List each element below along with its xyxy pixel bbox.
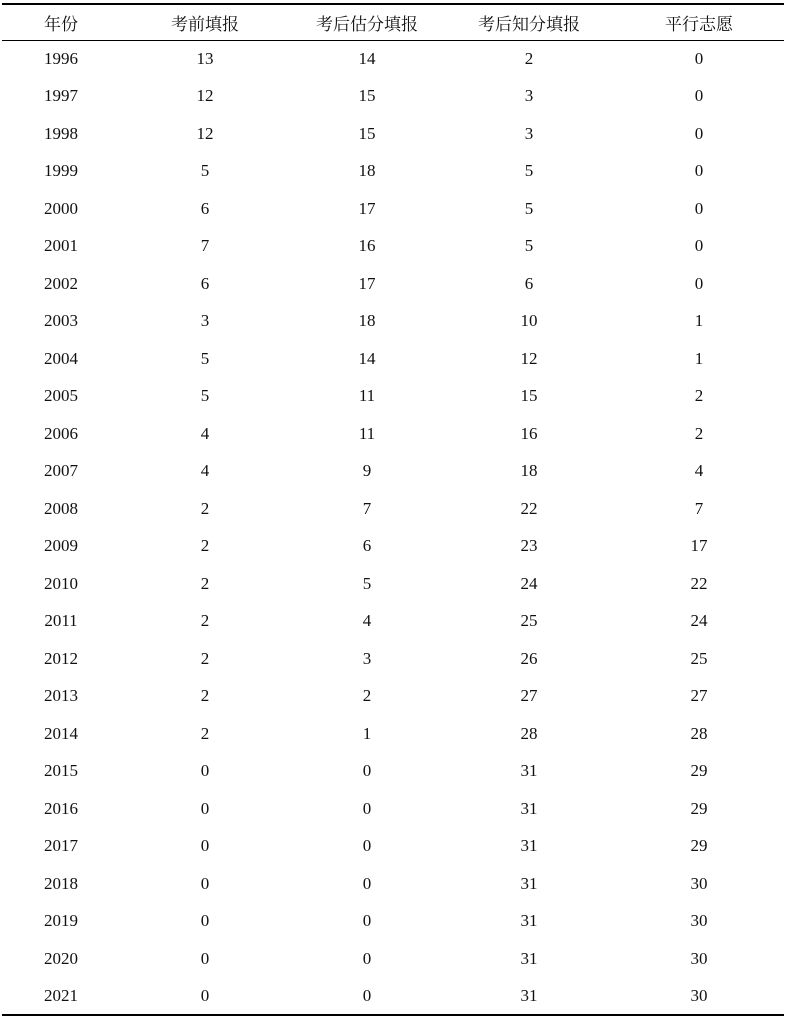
table-row: [2, 865, 784, 903]
cell-parallel-choice: 29: [690, 761, 708, 781]
cell-parallel-choice: 0: [694, 123, 704, 143]
cell-parallel-choice: 0: [694, 236, 704, 256]
cell-pre-exam-filing: 3: [200, 311, 210, 331]
cell-year: 2003: [44, 311, 78, 331]
cell-parallel-choice: 17: [690, 536, 708, 556]
cell-year: 2014: [44, 723, 78, 743]
table-row: [2, 340, 784, 378]
cell-post-exam-known-score-filing: 23: [520, 536, 538, 556]
cell-parallel-choice: 29: [690, 836, 708, 856]
cell-parallel-choice: 24: [690, 611, 708, 631]
table-row: [2, 415, 784, 453]
table-header: [2, 4, 784, 40]
cell-post-exam-estimated-score-filing: 14: [358, 49, 376, 68]
cell-post-exam-known-score-filing: 5: [524, 236, 534, 256]
cell-pre-exam-filing: 12: [196, 86, 214, 106]
cell-post-exam-estimated-score-filing: 0: [362, 836, 372, 856]
cell-post-exam-estimated-score-filing: 17: [358, 198, 376, 218]
cell-pre-exam-filing: 5: [200, 161, 210, 181]
cell-post-exam-known-score-filing: 22: [520, 498, 538, 518]
cell-parallel-choice: 0: [694, 49, 704, 68]
cell-parallel-choice: 2: [694, 386, 704, 406]
cell-post-exam-estimated-score-filing: 15: [358, 86, 376, 106]
cell-post-exam-estimated-score-filing: 16: [358, 236, 376, 256]
cell-post-exam-known-score-filing: 25: [520, 611, 538, 631]
cell-parallel-choice: 30: [614, 978, 784, 1016]
cell-pre-exam-filing: 0: [200, 873, 210, 893]
cell-parallel-choice: 25: [690, 648, 708, 668]
cell-year: 2000: [44, 198, 78, 218]
cell-year: 1998: [44, 123, 78, 143]
table-row: [2, 265, 784, 303]
cell-pre-exam-filing: 2: [200, 648, 210, 668]
cell-post-exam-known-score-filing: 24: [520, 573, 538, 593]
header-post-exam-estimated-score-filing: 考后估分填报: [290, 4, 444, 40]
table-row: [2, 715, 784, 753]
cell-post-exam-known-score-filing: 27: [520, 686, 538, 706]
cell-parallel-choice: 1: [694, 348, 704, 368]
cell-pre-exam-filing: 5: [200, 348, 210, 368]
cell-post-exam-estimated-score-filing: 0: [362, 911, 372, 931]
cell-pre-exam-filing: 6: [200, 198, 210, 218]
cell-pre-exam-filing: 4: [200, 461, 210, 481]
cell-pre-exam-filing: 0: [200, 761, 210, 781]
cell-post-exam-estimated-score-filing: 1: [362, 723, 372, 743]
cell-pre-exam-filing: 0: [200, 948, 210, 968]
cell-post-exam-known-score-filing: 31: [520, 911, 538, 931]
cell-pre-exam-filing: 2: [200, 611, 210, 631]
table-row: [2, 40, 784, 78]
header-parallel-choice: 平行志愿: [614, 4, 784, 40]
cell-post-exam-known-score-filing: 10: [520, 311, 538, 331]
cell-post-exam-known-score-filing: 31: [520, 761, 538, 781]
cell-post-exam-known-score-filing: 18: [520, 461, 538, 481]
cell-pre-exam-filing: 0: [200, 836, 210, 856]
cell-post-exam-estimated-score-filing: 15: [358, 123, 376, 143]
cell-pre-exam-filing: 2: [200, 536, 210, 556]
table-row: [2, 303, 784, 341]
cell-year: 2021: [2, 978, 120, 1016]
cell-parallel-choice: 2: [694, 423, 704, 443]
cell-pre-exam-filing: 0: [200, 798, 210, 818]
table-row: [2, 228, 784, 266]
cell-year: 1999: [44, 161, 78, 181]
cell-post-exam-known-score-filing: 5: [524, 161, 534, 181]
cell-post-exam-estimated-score-filing: 0: [362, 798, 372, 818]
cell-pre-exam-filing: 12: [196, 123, 214, 143]
cell-parallel-choice: 22: [690, 573, 708, 593]
cell-post-exam-estimated-score-filing: 0: [362, 873, 372, 893]
header-pre-exam-filing: 考前填报: [120, 4, 290, 40]
table-row: [2, 753, 784, 791]
cell-post-exam-estimated-score-filing: 3: [362, 648, 372, 668]
cell-year: 2006: [44, 423, 78, 443]
header-year: 年份: [2, 4, 120, 40]
cell-parallel-choice: 27: [690, 686, 708, 706]
cell-pre-exam-filing: 2: [200, 573, 210, 593]
cell-post-exam-estimated-score-filing: 11: [358, 386, 376, 406]
cell-year: 2008: [44, 498, 78, 518]
cell-post-exam-estimated-score-filing: 4: [362, 611, 372, 631]
cell-post-exam-estimated-score-filing: 0: [362, 948, 372, 968]
cell-pre-exam-filing: 5: [200, 386, 210, 406]
table-row: [2, 603, 784, 641]
cell-year: 2012: [44, 648, 78, 668]
header-post-exam-known-score-filing: 考后知分填报: [444, 4, 614, 40]
cell-post-exam-estimated-score-filing: 6: [362, 536, 372, 556]
cell-year: 2016: [44, 798, 78, 818]
table-row: [2, 190, 784, 228]
cell-post-exam-known-score-filing: 5: [524, 198, 534, 218]
cell-post-exam-known-score-filing: 28: [520, 723, 538, 743]
cell-post-exam-known-score-filing: 31: [444, 978, 614, 1016]
cell-parallel-choice: 0: [694, 161, 704, 181]
cell-post-exam-known-score-filing: 16: [520, 423, 538, 443]
cell-parallel-choice: 4: [694, 461, 704, 481]
cell-pre-exam-filing: 6: [200, 273, 210, 293]
cell-year: 2002: [44, 273, 78, 293]
cell-post-exam-estimated-score-filing: 0: [290, 978, 444, 1016]
cell-year: 2010: [44, 573, 78, 593]
cell-post-exam-known-score-filing: 6: [524, 273, 534, 293]
cell-post-exam-known-score-filing: 3: [524, 123, 534, 143]
cell-year: 2015: [44, 761, 78, 781]
cell-parallel-choice: 28: [690, 723, 708, 743]
cell-parallel-choice: 7: [694, 498, 704, 518]
cell-year: 2004: [44, 348, 78, 368]
cell-post-exam-estimated-score-filing: 18: [358, 161, 376, 181]
cell-post-exam-estimated-score-filing: 14: [358, 348, 376, 368]
cell-parallel-choice: 0: [694, 273, 704, 293]
cell-pre-exam-filing: 7: [200, 236, 210, 256]
cell-year: 2019: [44, 911, 78, 931]
cell-year: 2013: [44, 686, 78, 706]
table-row: [2, 790, 784, 828]
cell-pre-exam-filing: 0: [120, 978, 290, 1016]
table-body: [2, 40, 784, 1015]
table-row: [2, 828, 784, 866]
table-row: [2, 903, 784, 941]
cell-year: 2009: [44, 536, 78, 556]
cell-post-exam-known-score-filing: 12: [520, 348, 538, 368]
cell-post-exam-estimated-score-filing: 0: [362, 761, 372, 781]
table-row: [2, 940, 784, 978]
cell-post-exam-known-score-filing: 3: [524, 86, 534, 106]
cell-year: 2018: [44, 873, 78, 893]
cell-parallel-choice: 30: [690, 911, 708, 931]
table-row: [2, 153, 784, 191]
cell-year: 2011: [44, 611, 78, 631]
table-row: [2, 678, 784, 716]
table-row: [2, 378, 784, 416]
header-row: [2, 4, 784, 40]
table-row: [2, 490, 784, 528]
cell-pre-exam-filing: 2: [200, 498, 210, 518]
cell-post-exam-known-score-filing: 31: [520, 836, 538, 856]
cell-year: 2007: [44, 461, 78, 481]
cell-pre-exam-filing: 0: [200, 911, 210, 931]
cell-post-exam-known-score-filing: 31: [520, 798, 538, 818]
cell-parallel-choice: 1: [694, 311, 704, 331]
cell-post-exam-estimated-score-filing: 5: [362, 573, 372, 593]
table-row: [2, 78, 784, 116]
table-row: [2, 640, 784, 678]
cell-parallel-choice: 30: [690, 873, 708, 893]
cell-year: 2005: [44, 386, 78, 406]
cell-post-exam-estimated-score-filing: 18: [358, 311, 376, 331]
cell-pre-exam-filing: 4: [200, 423, 210, 443]
cell-post-exam-estimated-score-filing: 17: [358, 273, 376, 293]
table-row: [2, 978, 784, 1016]
cell-parallel-choice: 0: [694, 198, 704, 218]
table-row: [2, 528, 784, 566]
cell-post-exam-known-score-filing: 2: [524, 49, 534, 68]
cell-post-exam-estimated-score-filing: 11: [358, 423, 376, 443]
cell-post-exam-estimated-score-filing: 9: [362, 461, 372, 481]
data-table: [2, 3, 784, 1016]
cell-year: 1996: [44, 49, 78, 68]
cell-parallel-choice: 0: [694, 86, 704, 106]
cell-post-exam-known-score-filing: 15: [520, 386, 538, 406]
cell-pre-exam-filing: 2: [200, 723, 210, 743]
table-row: [2, 115, 784, 153]
cell-parallel-choice: 30: [690, 948, 708, 968]
cell-post-exam-known-score-filing: 26: [520, 648, 538, 668]
table-row: [2, 565, 784, 603]
cell-post-exam-estimated-score-filing: 2: [362, 686, 372, 706]
cell-post-exam-known-score-filing: 31: [520, 873, 538, 893]
cell-year: 2020: [44, 948, 78, 968]
cell-pre-exam-filing: 2: [200, 686, 210, 706]
cell-post-exam-known-score-filing: 31: [520, 948, 538, 968]
table-row: [2, 453, 784, 491]
cell-year: 2001: [44, 236, 78, 256]
cell-year: 2017: [44, 836, 78, 856]
cell-post-exam-estimated-score-filing: 7: [362, 498, 372, 518]
cell-year: 1997: [44, 86, 78, 106]
cell-parallel-choice: 29: [690, 798, 708, 818]
cell-pre-exam-filing: 13: [196, 49, 214, 68]
